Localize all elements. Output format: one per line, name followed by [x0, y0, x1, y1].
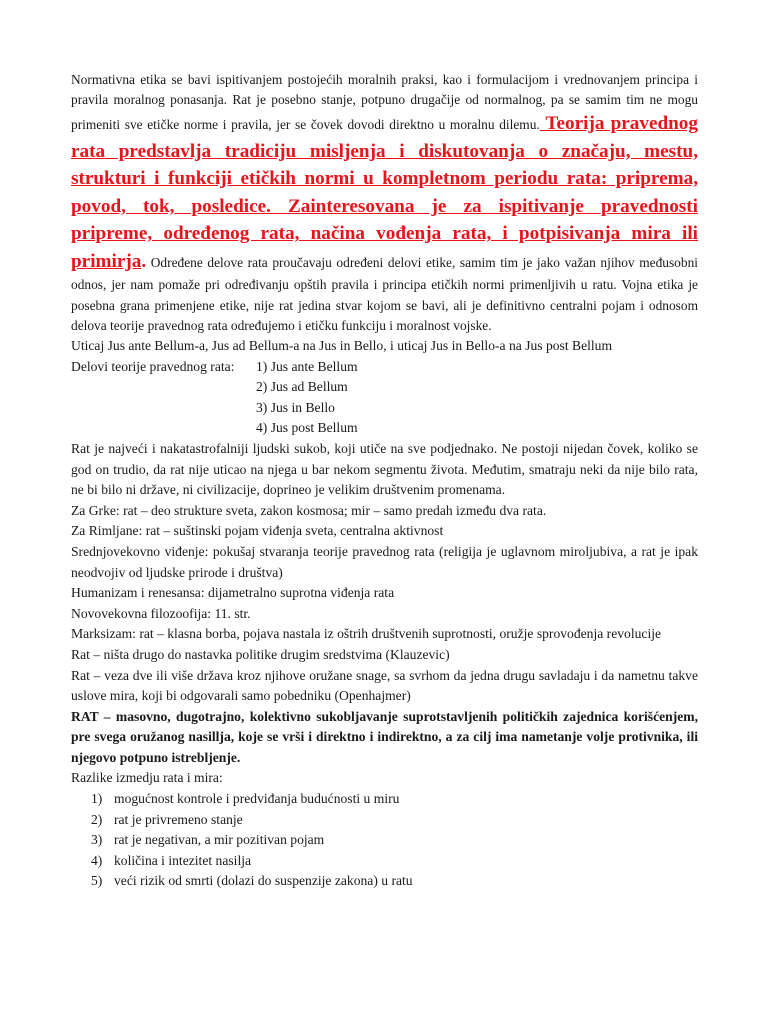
medieval-paragraph: Srednjovekovno viđenje: pokušaj stvaranja teorije pravednog rata (religija je uglavnom miroljubiva, a rat je ipak neodvojiv od ljudske prirode i društva) — [71, 543, 698, 580]
theory-part-item: 4) Jus post Bellum — [256, 420, 358, 436]
intro-continuation: Određene delove rata proučavaju određeni delovi etike, samim tim je jako važan njihov međusobni odnos, jer nam pomaže pri određivanju opštih pravila i principa etičkih normi primenljivih u ratu. Vojna etika je posebna grana primenjene etike, nije rat jedina stvar kojom se bavi, ali je definitivno centralni pojam i odnosom delova teorije pravednog rata određujemo i etičku funkciju i moralnost vojske. — [71, 254, 698, 333]
intro-paragraph — [71, 70, 698, 336]
list-item — [71, 830, 698, 851]
humanism-paragraph: Humanizam i renesansa: dijametralno suprotna viđenja rata — [71, 585, 395, 601]
war-definition-paragraph: RAT – masovno, dugotrajno, kolektivno sukobljavanje suprotstavljenih političkih zajednica korišćenjem, pre svega oružanog nasillja, koje se vrši i direktno i indirektno, a za cilj ima nametanje volje protivnika, ili njegovo potpuno istrebljenje. — [71, 708, 698, 765]
theory-part-item: 3) Jus in Bello — [256, 399, 335, 415]
intro-text: Normativna etika se bavi ispitivanjem postojećih moralnih praksi, kao i formulacijom i vrednovanjem principa i pravila moralnog ponasanja. Rat je posebno stanje, potpuno drugačije od normalnog, pa se samim tim ne mogu primeniti sve etičke norme i pravila, jer se čovek dovodi direktno u moralnu dilemu. — [71, 72, 698, 133]
list-item — [71, 871, 698, 892]
list-text: rat je privremeno stanje — [114, 811, 243, 827]
list-number: 4) — [91, 852, 103, 868]
theory-part — [71, 377, 698, 398]
theory-part-item: 1) Jus ante Bellum — [256, 358, 358, 374]
influence-line: Uticaj Jus ante Bellum-a, Jus ad Bellum-a na Jus in Bello, i uticaj Jus in Bello-a na Jus post Bellum — [71, 338, 613, 354]
highlighted-definition: Teorija pravednog rata predstavlja tradiciju misljenja i diskutovanja o značaju, mestu, strukturi i funkciji etičkih normi u kompletnom periodu rata: priprema, povod, tok, posledice. Zainteresovana je za ispitivanje pravednosti pripreme, određenog rata, načina vođenja rata, i potpisivanja mira ili primirja — [71, 113, 698, 272]
greeks-paragraph: Za Grke: rat – deo strukture sveta, zakon kosmosa; mir – samo predah između dva rata. — [71, 502, 547, 518]
list-item — [71, 789, 698, 810]
romans-paragraph: Za Rimljane: rat – suštinski pojam viđenja sveta, centralna aktivnost — [71, 523, 444, 539]
list-text: mogućnost kontrole i predviđanja budućnosti u miru — [114, 791, 400, 807]
list-text: količina i intezitet nasilja — [114, 852, 252, 868]
list-number: 3) — [91, 832, 103, 848]
clausewitz-paragraph: Rat – ništa drugo do nastavka politike drugim sredstvima (Klauzevic) — [71, 646, 450, 662]
highlight-period: . — [141, 250, 147, 272]
list-number: 5) — [91, 873, 103, 889]
theory-part — [71, 398, 698, 419]
theory-parts-label: Delovi teorije pravednog rata: — [71, 358, 235, 374]
list-item — [71, 851, 698, 872]
differences-list — [71, 789, 698, 892]
oppenheimer-paragraph: Rat – veza dve ili više država kroz njihove oružane snage, sa svrhom da jedna drugu savladaju i da nametnu takve uslove mira, koji bi odgovarali samo pobedniku (Openhajmer) — [71, 667, 698, 704]
differences-heading: Razlike izmedju rata i mira: — [71, 770, 223, 786]
modern-philosophy-paragraph: Novovekovna filozoofija: 11. str. — [71, 605, 251, 621]
list-item — [71, 810, 698, 831]
theory-parts-list — [71, 357, 698, 439]
war-conflict-paragraph: Rat je najveći i nakatastrofalniji ljudski sukob, koji utiče na sve podjednako. Ne postoji nijedan čovek, koliko se god on trudio, da rat nije uticao na njega u bar nekom segmentu života. Međutim, smatraju neki da nije bilo rata, ne bi bilo ni države, ni civilizacije, doprineo je velikim društvenim promenama. — [71, 440, 698, 498]
list-text: veći rizik od smrti (dolazi do suspenzije zakona) u ratu — [114, 873, 413, 889]
marxism-paragraph: Marksizam: rat – klasna borba, pojava nastala iz oštrih društvenih suprotnosti, oružje sprovođenja revolucije — [71, 626, 662, 642]
theory-part — [71, 357, 698, 378]
list-number: 1) — [91, 791, 103, 807]
theory-part — [71, 418, 698, 439]
list-number: 2) — [91, 811, 103, 827]
list-text: rat je negativan, a mir pozitivan pojam — [114, 832, 325, 848]
theory-part-item: 2) Jus ad Bellum — [256, 379, 348, 395]
document-page — [71, 70, 698, 892]
